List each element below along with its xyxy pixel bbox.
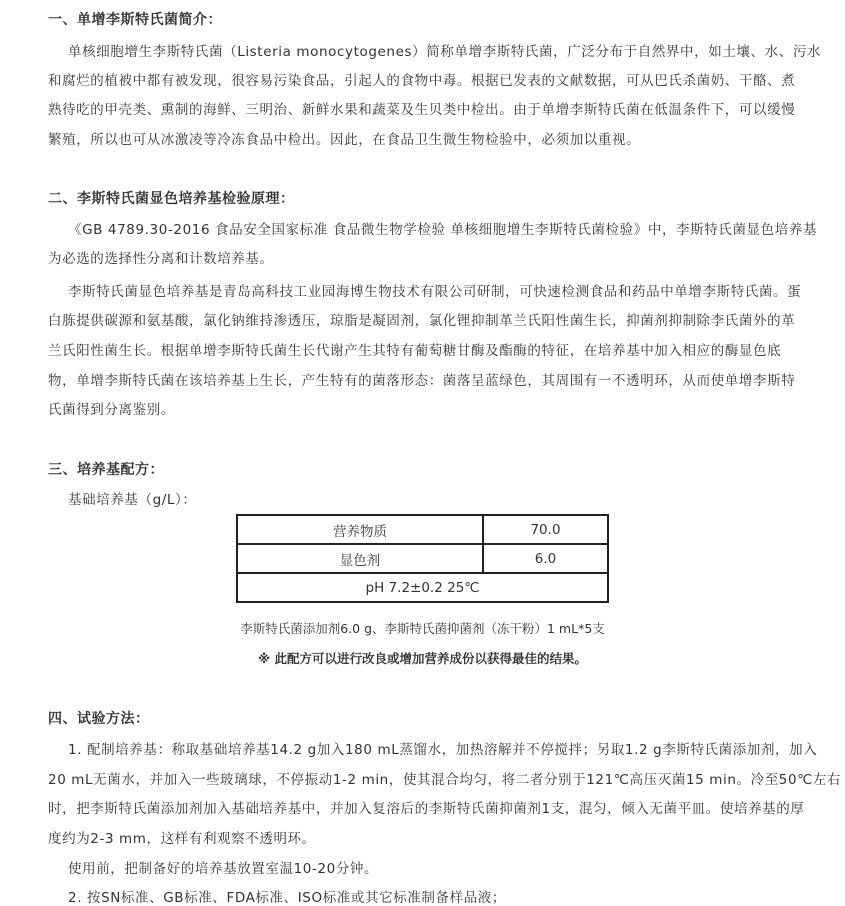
paragraph-line: 物，单增李斯特氏菌在该培养基上生长，产生特有的菌落形态：菌落呈蓝绿色，其周围有一不透明环，从而使单增李斯特 <box>48 373 796 389</box>
ingredient-amount: 70.0 <box>483 515 608 544</box>
paragraph-line: 时，把李斯特氏菌添加剂加入基础培养基中，并加入复溶后的李斯特氏菌抑菌剂1支，混匀，倾入无菌平皿。使培养基的厚 <box>48 801 805 817</box>
ingredient-name: 营养物质 <box>237 515 483 544</box>
table-row <box>237 544 608 573</box>
paragraph-line: 《GB 4789.30-2016 食品安全国家标准 食品微生物学检验 单核细胞增生李斯特氏菌检验》中，李斯特氏菌显色培养基 <box>68 222 818 238</box>
paragraph-line: 单核细胞增生李斯特氏菌（Listeria monocytogenes）简称单增李斯特氏菌，广泛分布于自然界中，如土壤、水、污水 <box>68 44 822 60</box>
base-medium-label: 基础培养基（g/L）： <box>68 492 197 508</box>
paragraph-line: 1. 配制培养基：称取基础培养基14.2 g加入180 mL蒸馏水，加热溶解并不停搅拌；另取1.2 g李斯特氏菌添加剂，加入 <box>68 742 818 758</box>
paragraph-line: 为必选的选择性分离和计数培养基。 <box>48 251 274 267</box>
additive-note: 李斯特氏菌添加剂6.0 g、李斯特氏菌抑菌剂（冻干粉）1 mL*5支 <box>240 621 605 636</box>
table-row <box>237 573 608 602</box>
table-row <box>237 515 608 544</box>
ph-cell: pH 7.2±0.2 25℃ <box>237 573 608 602</box>
paragraph-line: 2. 按SN标准、GB标准、FDA标准、ISO标准或其它标准制备样品液； <box>68 890 506 906</box>
paragraph-line: 李斯特氏菌显色培养基是青岛高科技工业园海博生物技术有限公司研制，可快速检测食品和药品中单增李斯特氏菌。蛋 <box>68 284 802 300</box>
section-heading-method: 四、试验方法： <box>48 711 150 727</box>
paragraph-line: 20 mL无菌水，并加入一些玻璃球，不停振动1-2 min，使其混合均匀，将二者分别于121℃高压灭菌15 min。冷至50℃左右 <box>48 772 842 788</box>
paragraph-line: 白胨提供碳源和氨基酸，氯化钠维持渗透压，琼脂是凝固剂，氯化锂抑制革兰氏阳性菌生长，抑菌剂抑制除李氏菌外的革 <box>48 313 796 329</box>
paragraph-line: 繁殖，所以也可从冰激凌等冷冻食品中检出。因此，在食品卫生微生物检验中，必须加以重视。 <box>48 132 641 148</box>
paragraph-line: 使用前，把制备好的培养基放置室温10-20分钟。 <box>68 861 379 877</box>
recipe-table <box>236 514 609 603</box>
section-heading-intro: 一、单增李斯特氏菌简介： <box>48 12 222 28</box>
paragraph-line: 熟待吃的甲壳类、熏制的海鲜、三明治、新鲜水果和蔬菜及生贝类中检出。由于单增李斯特氏菌在低温条件下，可以缓慢 <box>48 102 796 118</box>
section-heading-recipe: 三、培养基配方： <box>48 462 164 478</box>
paragraph-line: 度约为2-3 mm，这样有利观察不透明环。 <box>48 831 316 847</box>
paragraph-line: 兰氏阳性菌生长。根据单增李斯特氏菌生长代谢产生其特有葡萄糖甘酶及酯酶的特征，在培养基中加入相应的酶显色底 <box>48 343 782 359</box>
paragraph-line: 和腐烂的植被中都有被发现，很容易污染食品，引起人的食物中毒。根据已发表的文献数据，可从巴氏杀菌奶、干酪、煮 <box>48 73 796 89</box>
ingredient-amount: 6.0 <box>483 544 608 573</box>
recipe-warning: ※ 此配方可以进行改良或增加营养成份以获得最佳的结果。 <box>257 651 587 666</box>
section-heading-principle: 二、李斯特氏菌显色培养基检验原理： <box>48 191 295 207</box>
paragraph-line: 氏菌得到分离鉴别。 <box>48 402 175 418</box>
ingredient-name: 显色剂 <box>237 544 483 573</box>
